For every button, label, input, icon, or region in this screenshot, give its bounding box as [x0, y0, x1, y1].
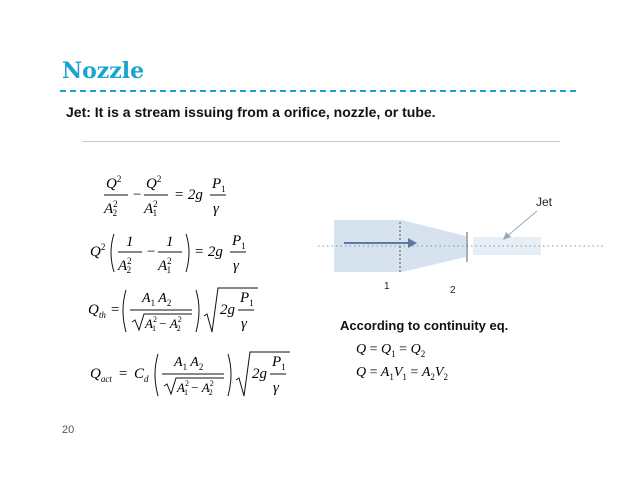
nozzle-body [334, 220, 466, 272]
svg-text:Q = Q1 = Q2: $Q = Q_1 = Q_2$ [356, 342, 426, 359]
content-divider [82, 141, 560, 142]
equation-3 [88, 282, 278, 340]
svg-text:=: = [110, 302, 121, 318]
svg-text:γ: γ [213, 201, 219, 217]
svg-text:P1: $P_1$ [212, 176, 226, 194]
jet-label: Jet [536, 195, 553, 209]
title-divider [60, 90, 576, 92]
svg-text:P1: $P_1$ [232, 233, 246, 251]
svg-text:P1: $P_1$ [240, 290, 254, 308]
svg-text:A21: $A^2$ 1 [158, 256, 172, 275]
subtitle-prefix: Jet: [66, 104, 91, 120]
continuity-eq-1 [356, 339, 496, 359]
svg-text:2g: 2g [252, 366, 267, 382]
svg-text:= 2g: = 2g [194, 244, 223, 260]
section-2-label: 2 [450, 285, 456, 296]
svg-text:Q2: $Q^2$ [146, 174, 162, 192]
svg-text:Q = A1V1 = A2V2: $Q = A_1V_1 = A_2V_2$ [356, 365, 448, 382]
svg-text:Q2: $Q^2$ [106, 174, 122, 192]
svg-text:A21 − A22: $A^2$ $1 - A^2$ 2 [177, 379, 214, 397]
svg-text:Qact: $Q_{act}$ [90, 366, 112, 384]
svg-text:=: = [118, 366, 129, 382]
flow-arrow-head [408, 238, 417, 248]
svg-text:A1 A2: $A_1$ $A_2$ [174, 355, 204, 372]
svg-text:1: 1 [166, 234, 174, 250]
svg-text:γ: γ [233, 258, 239, 274]
svg-text:1: 1 [126, 234, 134, 250]
svg-text:γ: γ [241, 316, 247, 332]
section-1-label: 1 [384, 281, 390, 292]
svg-text:A21 − A22: $A^2$ $1 - A^2$ 2 [145, 315, 182, 333]
svg-text:Qth: $Q_{th}$ [88, 302, 106, 320]
equation-2 [90, 226, 250, 280]
svg-text:A1 A2: $A_1$ $A_2$ [142, 291, 172, 308]
jet-pointer-head [503, 232, 511, 240]
subtitle [66, 104, 436, 120]
svg-text:P1: $P_1$ [272, 354, 286, 372]
continuity-label: According to continuity eq. [340, 318, 509, 333]
continuity-eq-2 [356, 362, 516, 382]
slide-title: Nozzle [62, 58, 145, 84]
page-number: 20 [62, 424, 75, 436]
equation-1 [100, 172, 240, 222]
svg-text:−: − [132, 187, 143, 203]
jet-stream [473, 237, 541, 255]
svg-text:−: − [146, 244, 157, 260]
svg-text:2g: 2g [220, 302, 235, 318]
svg-text:= 2g: = 2g [174, 187, 203, 203]
subtitle-text: It is a stream issuing from a orifice, nozzle, or tube. [94, 104, 436, 120]
svg-text:A21: $A^2$ 1 [144, 199, 158, 218]
svg-text:A22: $A^2$ 2 [118, 256, 132, 275]
svg-text:Cd: $C_d$ [134, 366, 149, 384]
svg-text:A22: $A^2$ 2 [104, 199, 118, 218]
svg-text:Q2: $Q^2$ [90, 242, 106, 260]
jet-pointer [505, 211, 537, 238]
equation-4 [90, 346, 300, 404]
svg-text:γ: γ [273, 380, 279, 396]
